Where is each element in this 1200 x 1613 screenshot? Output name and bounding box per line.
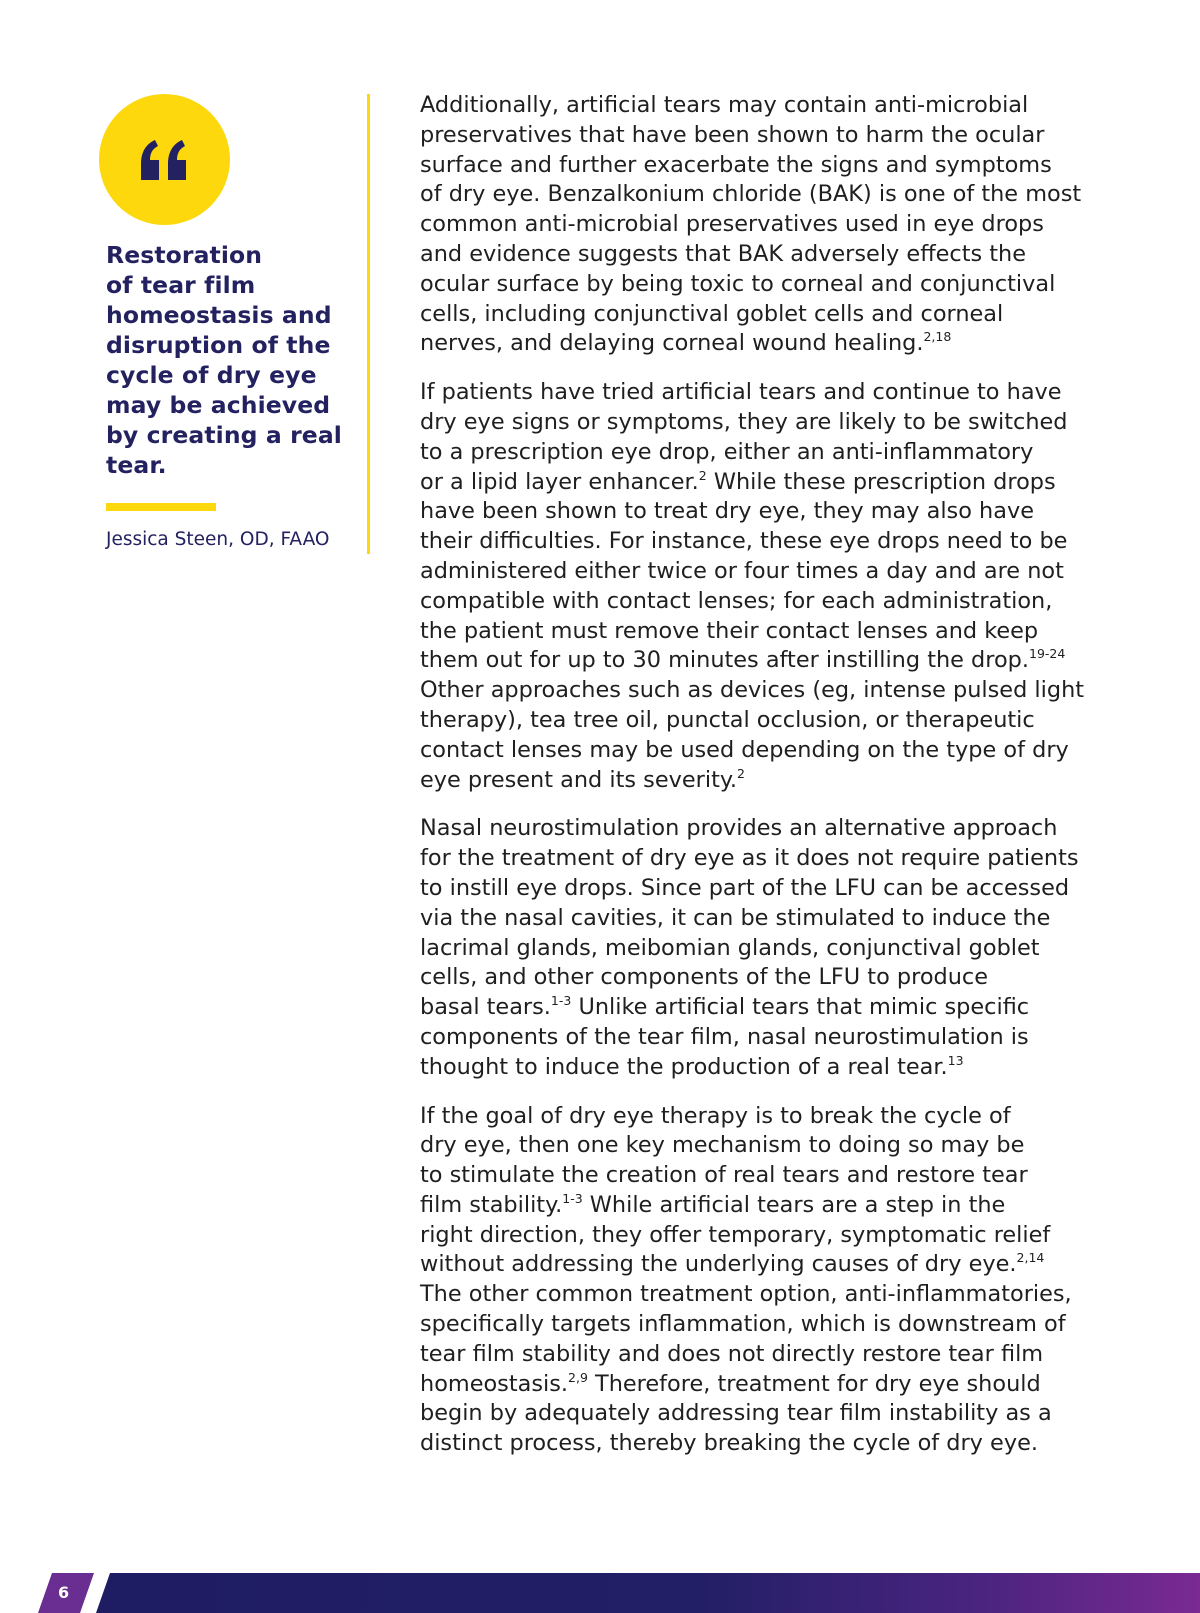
text-line: If patients have tried artificial tears and continue to have <box>420 379 1062 406</box>
text-line: or a lipid layer enhancer.$^2$ While these prescription drops <box>420 467 1056 495</box>
text-line: the patient must remove their contact lenses and keep <box>420 617 1039 644</box>
paragraph <box>420 378 1120 795</box>
pull-quote-line: Restoration <box>106 241 263 269</box>
text-line: of dry eye. Benzalkonium chloride (BAK) is one of the most <box>420 181 1082 208</box>
quote-mark-icon <box>139 138 191 182</box>
text-line: to a prescription eye drop, either an anti-inflammatory <box>420 438 1034 465</box>
text-line: preservatives that have been shown to harm the ocular <box>420 121 1045 148</box>
footer-bar <box>96 1573 1200 1613</box>
column-divider <box>367 94 370 554</box>
text-line: to instill eye drops. Since part of the LFU can be accessed <box>420 874 1070 901</box>
text-line: right direction, they offer temporary, symptomatic relief <box>420 1221 1051 1248</box>
text-line: without addressing the underlying causes of dry eye.$^{2,14}$ <box>420 1250 1045 1278</box>
citation-superscript: 13 <box>947 1052 964 1068</box>
text-line: and evidence suggests that BAK adversely effects the <box>420 240 1027 267</box>
page-number: 6 <box>58 1583 70 1602</box>
paragraph <box>420 814 1120 1082</box>
paragraph <box>420 91 1120 359</box>
text-line: therapy), tea tree oil, punctal occlusion, or therapeutic <box>420 706 1035 733</box>
text-line: lacrimal glands, meibomian glands, conjunctival goblet <box>420 934 1040 961</box>
text-line: to stimulate the creation of real tears and restore tear <box>420 1162 1028 1189</box>
text-line: film stability.$^{1-3}$ While artificial tears are a step in the <box>420 1190 1006 1218</box>
citation-superscript: 1-3 <box>562 1190 583 1206</box>
text-line: administered either twice or four times a day and are not <box>420 557 1064 584</box>
text-line: nerves, and delaying corneal wound healing.$^{2,18}$ <box>420 329 952 357</box>
text-line: The other common treatment option, anti-inflammatories, <box>420 1281 1072 1308</box>
article-body <box>420 91 1120 1478</box>
text-line: dry eye, then one key mechanism to doing so may be <box>420 1132 1025 1159</box>
text-line: via the nasal cavities, it can be stimulated to induce the <box>420 904 1051 931</box>
text-line: cells, including conjunctival goblet cells and corneal <box>420 300 1004 327</box>
text-line: have been shown to treat dry eye, they may also have <box>420 498 1034 525</box>
citation-superscript: 2,9 <box>568 1369 588 1385</box>
pull-quote <box>106 240 346 480</box>
citation-superscript: 2 <box>737 765 745 781</box>
text-line: basal tears.$^{1-3}$ Unlike artificial tears that mimic specific <box>420 993 1030 1021</box>
accent-bar <box>106 503 216 511</box>
text-line: specifically targets inflammation, which is downstream of <box>420 1311 1066 1338</box>
text-line: for the treatment of dry eye as it does not require patients <box>420 845 1079 872</box>
text-line: surface and further exacerbate the signs and symptoms <box>420 151 1052 178</box>
paragraph <box>420 1102 1120 1460</box>
text-line: compatible with contact lenses; for each administration, <box>420 587 1053 614</box>
text-line: If the goal of dry eye therapy is to break the cycle of <box>420 1102 1011 1129</box>
text-line: thought to induce the production of a real tear.$^{13}$ <box>420 1052 964 1080</box>
text-line: their difficulties. For instance, these eye drops need to be <box>420 528 1068 555</box>
text-line: them out for up to 30 minutes after instilling the drop.$^{19-24}$ <box>420 646 1066 674</box>
pull-quote-line: homeostasis and <box>106 301 332 329</box>
text-line: common anti-microbial preservatives used in eye drops <box>420 211 1044 238</box>
text-line: ocular surface by being toxic to corneal and conjunctival <box>420 270 1056 297</box>
pull-quote-line: of tear film <box>106 271 256 299</box>
pull-quote-line: may be achieved <box>106 391 331 419</box>
text-line: cells, and other components of the LFU to produce <box>420 964 989 991</box>
text-line: homeostasis.$^{2,9}$ Therefore, treatment for dry eye should <box>420 1369 1041 1397</box>
text-line: tear film stability and does not directly restore tear film <box>420 1340 1044 1367</box>
citation-superscript: 2 <box>698 467 707 483</box>
text-line: components of the tear film, nasal neurostimulation is <box>420 1023 1029 1050</box>
text-line: eye present and its severity.$^2$ <box>420 765 745 793</box>
quote-badge <box>99 94 230 225</box>
text-line: dry eye signs or symptoms, they are likely to be switched <box>420 408 1068 435</box>
text-line: contact lenses may be used depending on the type of dry <box>420 736 1069 763</box>
text-line: Additionally, artificial tears may contain anti-microbial <box>420 92 1029 118</box>
text-line: distinct process, thereby breaking the cycle of dry eye. <box>420 1430 1038 1457</box>
quote-author: Jessica Steen, OD, FAAO <box>106 529 330 550</box>
citation-superscript: 19-24 <box>1029 646 1066 662</box>
pull-quote-line: disruption of the <box>106 331 331 359</box>
citation-superscript: 1-3 <box>550 993 572 1009</box>
pull-quote-line: by creating a real <box>106 421 342 449</box>
text-line: begin by adequately addressing tear film instability as a <box>420 1400 1052 1427</box>
pull-quote-line: cycle of dry eye <box>106 361 317 389</box>
pull-quote-line: tear. <box>106 451 167 479</box>
text-line: Other approaches such as devices (eg, intense pulsed light <box>420 677 1085 704</box>
citation-superscript: 2,18 <box>923 329 952 345</box>
text-line: Nasal neurostimulation provides an alternative approach <box>420 815 1058 842</box>
citation-superscript: 2,14 <box>1016 1250 1045 1266</box>
